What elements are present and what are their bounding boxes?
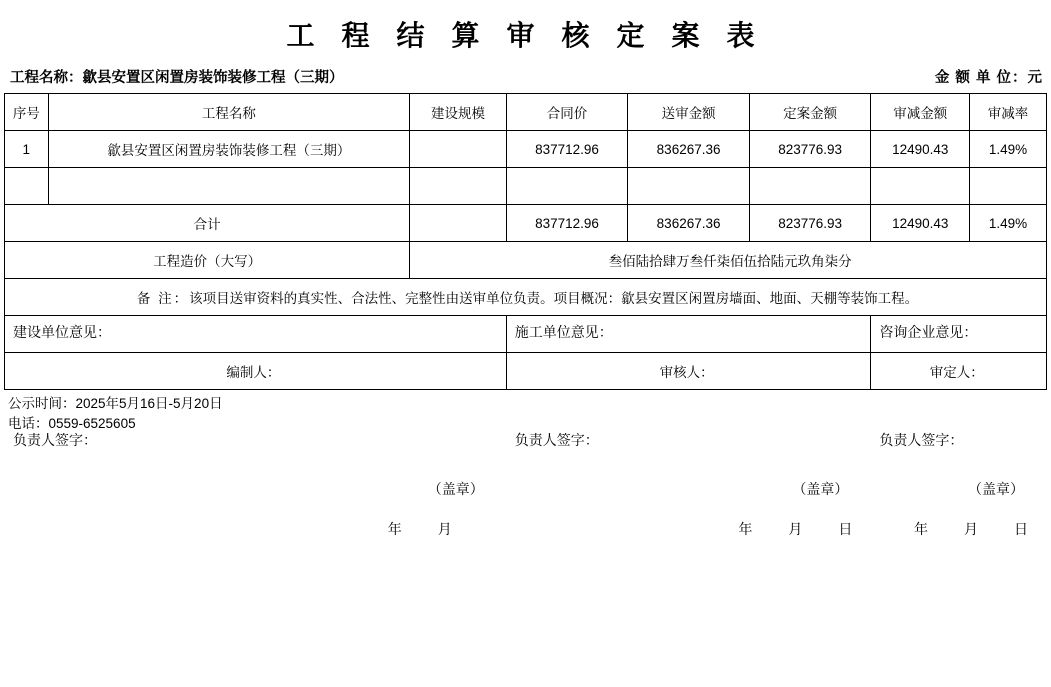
- currency-unit-note: 金 额 单 位：元: [934, 70, 1043, 86]
- date-year-label: 年: [738, 521, 753, 537]
- date-month-label: 月: [788, 521, 803, 537]
- table-total-row: [5, 205, 1047, 242]
- table-header-row: [5, 94, 1047, 131]
- cell-final: 823776.93: [749, 131, 871, 168]
- cell-reduction: 12490.43: [871, 131, 970, 168]
- opinion-signature-label: 负责人签字：: [514, 432, 599, 448]
- cell-contract: 837712.96: [506, 131, 628, 168]
- project-name-label: 工程名称：: [10, 70, 83, 86]
- opinion-stamp-label: （盖章）: [427, 481, 484, 497]
- opinion-signature-label: 负责人签字：: [13, 432, 97, 448]
- col-header-seq: 序号: [5, 94, 49, 131]
- approver-label: 审定人：: [871, 353, 1047, 390]
- col-header-name: 工程名称: [48, 94, 410, 131]
- opinion-title: 施工单位意见：: [514, 324, 613, 340]
- page-title: 工 程 结 算 审 核 定 案 表: [286, 21, 765, 52]
- opinion-stamp-label: （盖章）: [968, 481, 1024, 497]
- total-contract: 837712.96: [506, 205, 628, 242]
- total-final: 823776.93: [749, 205, 871, 242]
- cell-scale: [410, 168, 507, 205]
- preparer-label: 编制人：: [5, 353, 507, 390]
- cell-name: 歙县安置区闲置房装饰装修工程（三期）: [48, 131, 410, 168]
- col-header-final: 定案金额: [749, 94, 871, 131]
- date-day-label: 日: [838, 521, 853, 537]
- total-scale: [410, 205, 507, 242]
- table-row: [5, 131, 1047, 168]
- col-header-scale: 建设规模: [410, 94, 507, 131]
- date-year-label: 年: [387, 521, 402, 537]
- amount-in-words-value: 叁佰陆拾肆万叁仟柒佰伍拾陆元玖角柒分: [410, 242, 1047, 279]
- cell-rate: [970, 168, 1047, 205]
- cell-rate: 1.49%: [970, 131, 1047, 168]
- cell-contract: [506, 168, 628, 205]
- total-label: 合计: [5, 205, 410, 242]
- date-month-label: 月: [964, 521, 978, 537]
- opinion-date-line: [388, 519, 494, 539]
- total-rate: 1.49%: [970, 205, 1047, 242]
- cell-reduction: [871, 168, 970, 205]
- reviewer-label: 审核人：: [506, 353, 871, 390]
- bottom-notes: [0, 390, 1051, 434]
- subheader: [0, 60, 1051, 93]
- cell-final: [749, 168, 871, 205]
- opinion-date-line: [738, 519, 858, 539]
- project-name-line: [10, 66, 344, 87]
- opinion-date-line: [914, 519, 1034, 539]
- cell-name: [48, 168, 410, 205]
- col-header-contract: 合同价: [506, 94, 628, 131]
- opinion-title: 建设单位意见：: [13, 324, 111, 340]
- total-reduction: 12490.43: [871, 205, 970, 242]
- cell-submitted: 836267.36: [628, 131, 750, 168]
- cell-submitted: [628, 168, 750, 205]
- total-submitted: 836267.36: [628, 205, 750, 242]
- col-header-rate: 审减率: [970, 94, 1047, 131]
- footer-signature-row: [5, 353, 1047, 390]
- remark-text: 该项目送审资料的真实性、合法性、完整性由送审单位负责。项目概况：歙县安置区闲置房墙面、地面、天棚等装饰工程。: [189, 291, 919, 306]
- opinion-title: 咨询企业意见：: [879, 324, 978, 340]
- amount-in-words-row: [5, 242, 1047, 279]
- publicity-time: 公示时间：2025年5月16日-5月20日: [8, 396, 223, 411]
- opinions-row: [5, 316, 1047, 353]
- amount-in-words-label: 工程造价（大写）: [5, 242, 410, 279]
- opinion-stamp-label: （盖章）: [792, 481, 849, 497]
- col-header-submitted: 送审金额: [628, 94, 750, 131]
- remark-label: 备 注：: [136, 291, 190, 306]
- date-year-label: 年: [914, 521, 928, 537]
- cell-seq: [5, 168, 49, 205]
- contact-phone: 电话：0559-6525605: [8, 416, 136, 431]
- remark-row: [5, 279, 1047, 316]
- date-month-label: 月: [437, 521, 452, 537]
- project-name-value: 歙县安置区闲置房装饰装修工程（三期）: [82, 70, 344, 86]
- opinion-signature-label: 负责人签字：: [879, 432, 964, 448]
- table-row: [5, 168, 1047, 205]
- cell-scale: [410, 131, 507, 168]
- col-header-reduction: 审减金额: [871, 94, 970, 131]
- cell-seq: 1: [5, 131, 49, 168]
- date-day-label: 日: [1014, 521, 1028, 537]
- remark-cell: [5, 279, 1047, 316]
